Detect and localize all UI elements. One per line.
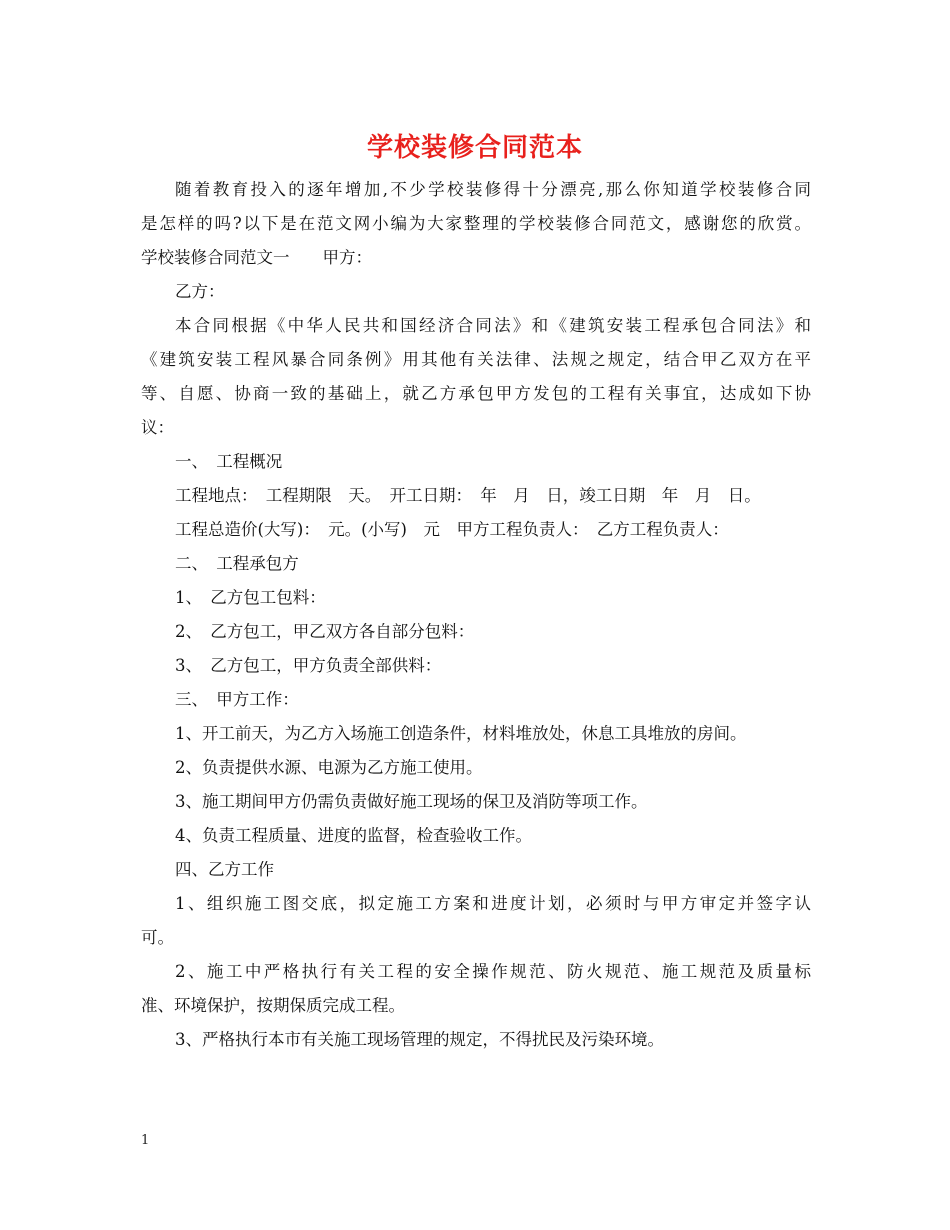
page-number: 1 xyxy=(141,1133,150,1148)
text-line: 准、环境保护，按期保质完成工程。 xyxy=(141,996,405,1015)
text-line: 1、开工前天，为乙方入场施工创造条件，材料堆放处，休息工具堆放的房间。 xyxy=(175,724,747,743)
text-line: 乙方： xyxy=(175,282,225,301)
list-item xyxy=(141,1023,811,1057)
text-line: 是怎样的吗?以下是在范文网小编为大家整理的学校装修合同范文，感谢您的欣赏。 xyxy=(141,214,811,233)
document-body xyxy=(141,173,811,1057)
paragraph-project-info xyxy=(141,479,811,513)
paragraph-intro xyxy=(141,173,811,275)
text-line: 三、 甲方工作： xyxy=(175,690,299,709)
list-item xyxy=(141,751,811,785)
list-item xyxy=(141,717,811,751)
text-line: 学校装修合同范文一 甲方： xyxy=(141,248,372,267)
list-item xyxy=(141,581,811,615)
text-line: 二、 工程承包方 xyxy=(175,554,299,573)
text-line: 一、 工程概况 xyxy=(175,452,283,471)
text-line: 等、自愿、协商一致的基础上，就乙方承包甲方发包的工程有关事宜，达成如下协 xyxy=(141,384,811,403)
text-line: 1、组织施工图交底，拟定施工方案和进度计划，必须时与甲方审定并签字认 xyxy=(175,894,811,913)
list-item xyxy=(141,955,811,1023)
text-line: 可。 xyxy=(141,928,174,947)
text-line: 随着教育投入的逐年增加,不少学校装修得十分漂亮,那么你知道学校装修合同 xyxy=(175,180,811,199)
text-line: 4、负责工程质量、进度的监督，检查验收工作。 xyxy=(175,826,532,845)
section-heading-1 xyxy=(141,445,811,479)
text-line: 2、施工中严格执行有关工程的安全操作规范、防火规范、施工规范及质量标 xyxy=(175,962,811,981)
text-line: 2、 乙方包工，甲乙双方各自部分包料： xyxy=(175,622,475,641)
list-item xyxy=(141,785,811,819)
text-line: 四、乙方工作 xyxy=(175,860,274,879)
text-line: 议： xyxy=(141,418,174,437)
text-line: 工程地点： 工程期限 天。 开工日期： 年 月 日，竣工日期 年 月 日。 xyxy=(175,486,761,505)
text-line: 本合同根据《中华人民共和国经济合同法》和《建筑安装工程承包合同法》和 xyxy=(175,316,811,335)
text-line: 3、施工期间甲方仍需负责做好施工现场的保卫及消防等项工作。 xyxy=(175,792,648,811)
text-line: 工程总造价(大写)： 元。(小写) 元 甲方工程负责人： 乙方工程负责人： xyxy=(175,520,729,539)
section-heading-4 xyxy=(141,853,811,887)
paragraph-legal-basis xyxy=(141,309,811,445)
section-heading-3 xyxy=(141,683,811,717)
text-line: 3、严格执行本市有关施工现场管理的规定，不得扰民及污染环境。 xyxy=(175,1030,664,1049)
paragraph-party-b xyxy=(141,275,811,309)
list-item xyxy=(141,615,811,649)
list-item xyxy=(141,819,811,853)
text-line: 3、 乙方包工，甲方负责全部供料： xyxy=(175,656,442,675)
paragraph-project-cost xyxy=(141,513,811,547)
list-item xyxy=(141,649,811,683)
section-heading-2 xyxy=(141,547,811,581)
text-line: 《建筑安装工程风暴合同条例》用其他有关法律、法规之规定，结合甲乙双方在平 xyxy=(141,350,811,369)
text-line: 2、负责提供水源、电源为乙方施工使用。 xyxy=(175,758,483,777)
text-line: 1、 乙方包工包料： xyxy=(175,588,326,607)
list-item xyxy=(141,887,811,955)
document-title: 学校装修合同范本 xyxy=(366,133,583,163)
